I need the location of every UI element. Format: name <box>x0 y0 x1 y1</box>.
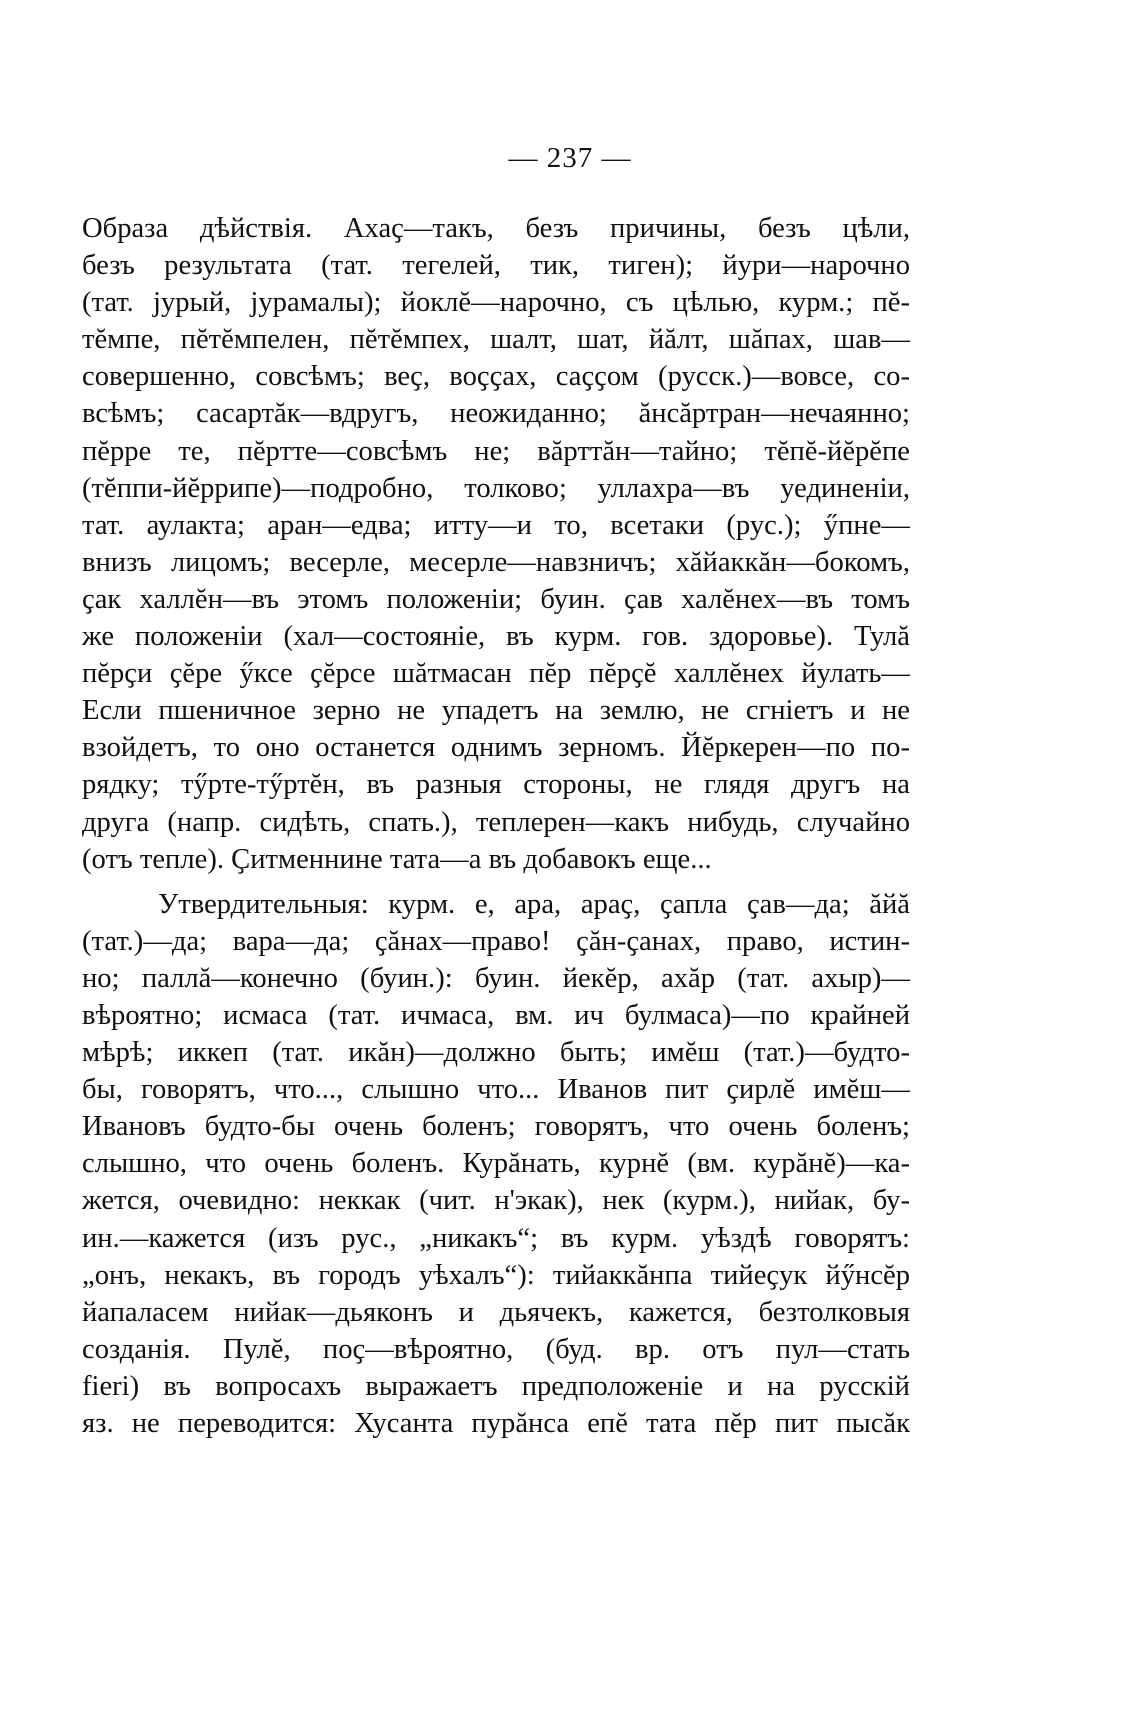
text-line: ин.—кажется (изъ рус., „никакъ“; въ курм. уѣздѣ говорятъ: <box>82 1222 910 1254</box>
text-line: совершенно, совсѣмъ; веҫ, воҫҫах, саҫҫом (русск.)—вовсе, со- <box>82 361 910 393</box>
page-number: — 237 — <box>508 142 632 174</box>
text-line: йапаласем нийак—дьяконъ и дьячекъ, кажется, безтолковыя <box>82 1296 910 1328</box>
text-line: пĕрре те, пĕртте—совсѣмъ не; вăрттăн—тайно; тĕпĕ-йĕрĕпе <box>82 435 910 467</box>
text-line: (тат.)—да; вара—да; ҫăнах—право! ҫăн-ҫанах, право, истин- <box>82 925 910 957</box>
text-line: друга (напр. сидѣть, спать.), теплерен—какъ нибудь, случайно <box>82 806 910 838</box>
text-line: тĕмпе, пĕтĕмпелен, пĕтĕмпех, шалт, шат, йăлт, шăпах, шав— <box>82 324 910 356</box>
text-line: жется, очевидно: неккак (чит. н'экак), нек (курм.), нийак, бу- <box>82 1185 910 1217</box>
paragraph-manner-adverbs <box>82 210 910 878</box>
paragraph-affirmative-adverbs <box>82 886 910 1442</box>
text-line: Образа дѣйствія. Ахаҫ—такъ, безъ причины, безъ цѣли, <box>82 213 910 244</box>
text-line: fieri) въ вопросахъ выражаетъ предположеніе и на русскій <box>82 1370 910 1402</box>
text-line: взойдетъ, то оно останется однимъ зерномъ. Йĕркерен—по по- <box>82 732 910 764</box>
text-line: созданія. Пулĕ, поҫ—вѣроятно, (буд. вр. отъ пул—стать <box>82 1333 910 1365</box>
text-line: но; паллă—конечно (буин.): буин. йекĕр, ахăр (тат. ахыр)— <box>82 962 910 994</box>
text-line: всѣмъ; сасартăк—вдругъ, неожиданно; ăнсăртран—нечаянно; <box>82 398 910 430</box>
text-line: „онъ, некакъ, въ городъ уѣхалъ“): тийаккăнпа тийеҫук йӳнсĕр <box>82 1259 910 1291</box>
text-line: (отъ тепле). Ҫитменнине тата—а въ добавокъ еще... <box>82 843 712 875</box>
text-line: же положеніи (хал—состояніе, въ курм. гов. здоровье). Тулă <box>82 621 910 653</box>
body-text <box>82 210 910 1442</box>
text-line: Ивановъ будто-бы очень боленъ; говорятъ, что очень боленъ; <box>82 1111 910 1143</box>
text-line: (тĕппи-йĕррипе)—подробно, толково; уллахра—въ уединеніи, <box>82 472 910 504</box>
text-line: ҫак халлĕн—въ этомъ положеніи; буин. ҫав халĕнех—въ томъ <box>82 583 910 615</box>
text-line: слышно, что очень боленъ. Курăнать, курнĕ (вм. курăнĕ)—ка- <box>82 1148 910 1180</box>
text-line: (тат. јурый, јурамалы); йоклĕ—нарочно, съ цѣлью, курм.; пĕ- <box>82 287 910 319</box>
text-line: мѣрѣ; иккеп (тат. икăн)—должно быть; имĕш (тат.)—будто- <box>82 1037 910 1069</box>
text-line: Если пшеничное зерно не упадетъ на землю, не сгніетъ и не <box>82 695 910 727</box>
text-line: рядку; тӳрте-тӳртĕн, въ разныя стороны, не глядя другъ на <box>82 769 910 801</box>
text-line: внизъ лицомъ; весерле, месерле—навзничъ; хăйаккăн—бокомъ, <box>82 546 910 578</box>
text-line: пĕрҫи ҫĕре ӳксе ҫĕрсе шăтмасан пĕр пĕрҫĕ халлĕнех йулать— <box>82 658 910 690</box>
text-line: вѣроятно; исмаса (тат. ичмаса, вм. ич булмаса)—по крайней <box>82 999 910 1031</box>
text-line: безъ результата (тат. тегелей, тик, тиген); йури—нарочно <box>82 250 910 282</box>
text-line: бы, говорятъ, что..., слышно что... Иванов пит ҫирлĕ имĕш— <box>82 1074 910 1106</box>
text-line: тат. аулакта; аран—едва; итту—и то, всетаки (рус.); ӳпне— <box>82 509 910 541</box>
text-line: Утвердительныя: курм. е, ара, араҫ, ҫапла ҫав—да; ăйă <box>158 888 910 920</box>
text-line: яз. не переводится: Хусанта пурăнса епĕ тата пĕр пит пысăк <box>82 1408 910 1439</box>
